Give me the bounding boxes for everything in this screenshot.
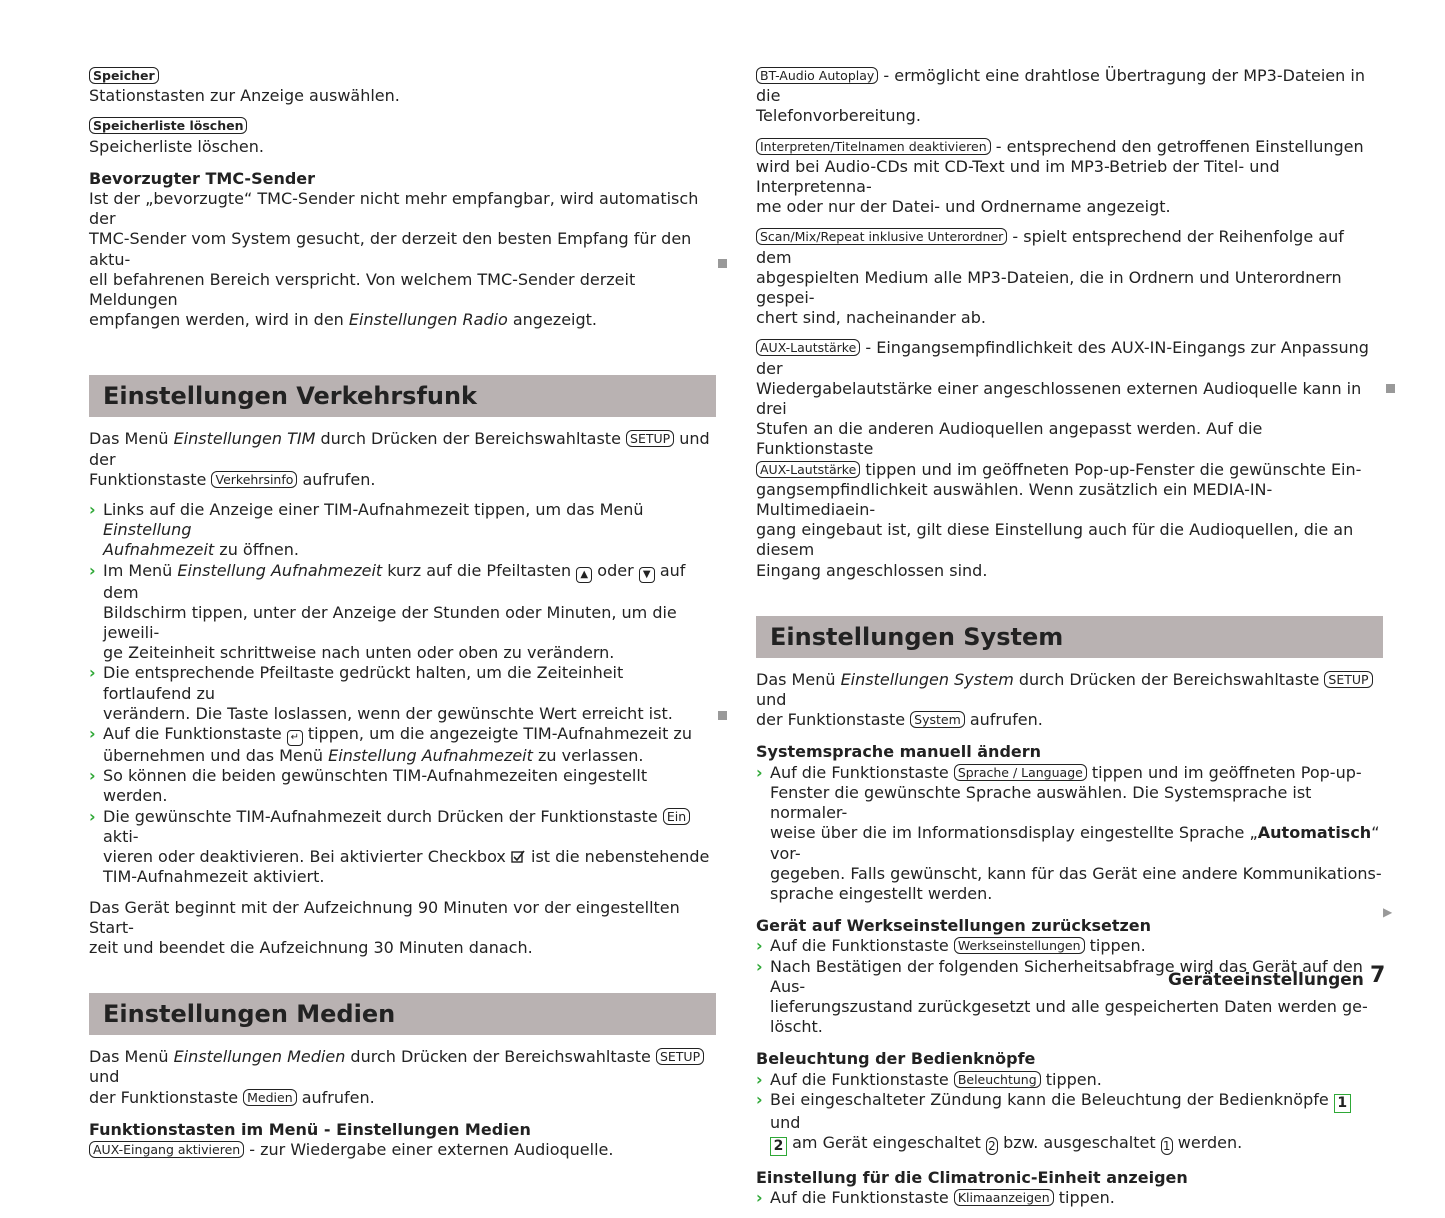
medien-functions-heading: Funktionstasten im Menü - Einstellungen Medien — [89, 1119, 531, 1139]
interpreten-entry: Interpreten/Titelnamen deaktivieren - entsprechend den getroffenen Einstellungen wird bei Audio-CDs mit CD-Text und im MP3-Betrieb der Titel- und Interpretenna- me oder nur der Datei- und Ordnername angezeigt. — [756, 136, 1364, 217]
beleuchtung-key[interactable]: Beleuchtung — [954, 1071, 1041, 1088]
scan-key[interactable]: Scan/Mix/Repeat inklusive Unterordner — [756, 228, 1007, 245]
section-verkehrsfunk-title: Einstellungen Verkehrsfunk — [89, 375, 716, 417]
bullet-icon: › — [89, 560, 96, 580]
list-item: › So können die beiden gewünschten TIM-Aufnahmezeiten eingestellt werden. — [89, 766, 648, 806]
language-heading: Systemsprache manuell ändern — [756, 742, 1042, 762]
speicher-entry — [89, 66, 716, 106]
list-item: › Auf die Funktionstaste Klimaanzeigen tippen. — [756, 1188, 1115, 1208]
section-system-title: Einstellungen System — [756, 616, 1383, 658]
verkehrsfunk-intro: Das Menü Einstellungen TIM durch Drücken der Bereichswahltaste SETUP und der Funktionstaste Verkehrsinfo aufrufen. — [89, 429, 710, 489]
list-item: › Auf die Funktionstaste Sprache / Language tippen und im geöffneten Pop-up- Fenster die gewünschte Sprache auswählen. Die Systemsprache ist normaler- weise über die im Informationsdisplay eingestellte Sprache „Automatisch“ vor- gegeben. Falls gewünscht, kann für das Gerät eine andere Kommunikations- sprache eingestellt werden. — [756, 762, 1382, 903]
bullet-icon: › — [756, 1089, 763, 1109]
section-medien-title: Einstellungen Medien — [89, 993, 716, 1035]
bt-audio-key[interactable]: BT-Audio Autoplay — [756, 67, 878, 84]
speicher-key[interactable]: Speicher — [89, 67, 159, 84]
aux-lautstaerke-key[interactable]: AUX-Lautstärke — [756, 461, 860, 478]
left-column — [89, 66, 716, 1160]
page-number: 7 — [1370, 963, 1386, 988]
section-end-marker — [718, 711, 727, 720]
aux-lautstaerke-key[interactable]: AUX-Lautstärke — [756, 339, 860, 356]
speicherliste-entry — [89, 116, 716, 156]
lighting-heading: Beleuchtung der Bedienknöpfe — [756, 1049, 1036, 1069]
verkehrsfunk-note: Das Gerät beginnt mit der Aufzeichnung 90 Minuten vor der eingestellten Start- zeit und beendet die Aufzeichnung 30 Minuten danach. — [89, 897, 680, 957]
section-end-marker — [1386, 384, 1395, 393]
list-item: › Die entsprechende Pfeiltaste gedrückt halten, um die Zeiteinheit fortlaufend zu verändern. Die Taste loslassen, wenn der gewünschte Wert erreicht ist. — [89, 663, 673, 723]
bullet-icon: › — [89, 663, 96, 683]
list-item: › Auf die Funktionstaste Werkseinstellungen tippen. — [756, 936, 1146, 956]
scan-entry: Scan/Mix/Repeat inklusive Unterordner - spielt entsprechend der Reihenfolge auf dem abgespielten Medium alle MP3-Dateien, die in Ordnern und Unterordnern gespei- chert sind, nacheinander ab. — [756, 227, 1344, 328]
continue-arrow-icon: ▶ — [1383, 905, 1393, 919]
bullet-icon: › — [89, 724, 96, 744]
medien-intro: Das Menü Einstellungen Medien durch Drücken der Bereichswahltaste SETUP und der Funktionstaste Medien aufrufen. — [89, 1047, 716, 1108]
speicher-text: Stationstasten zur Anzeige auswählen. — [89, 86, 400, 106]
tmc-heading: Bevorzugter TMC-Sender — [89, 168, 316, 188]
verkehrsinfo-key[interactable]: Verkehrsinfo — [211, 471, 297, 488]
sprache-key[interactable]: Sprache / Language — [954, 764, 1087, 781]
back-return-icon[interactable]: ↵ — [287, 730, 303, 746]
callout-2: 2 — [770, 1137, 787, 1156]
right-column — [756, 66, 1386, 1218]
footer-chapter-title: Geräteeinstellungen — [1168, 970, 1364, 990]
werkseinstellungen-key[interactable]: Werkseinstellungen — [954, 937, 1085, 954]
tmc-line-4-end: angezeigt. — [507, 310, 597, 330]
aux-lautstaerke-entry: AUX-Lautstärke - Eingangsempfindlichkeit des AUX-IN-Eingangs zur Anpassung der Wiedergabelautstärke einer angeschlossenen externen Audioquelle kann in drei Stufen an die anderen Audioquellen angepasst werden. Auf die Funktionstaste AUX-Lautstärke tippen und im geöffneten Pop-up-Fenster die gewünschte Ein- gangsempfindlichkeit auswählen. Wenn zusätzlich ein MEDIA-IN-Multimediaein- gang eingebaut ist, gilt diese Einstellung auch für die Audioquellen, die an diesem Eingang angeschlossen sind. — [756, 338, 1369, 580]
list-item: › Nach Bestätigen der folgenden Sicherheitsabfrage wird das Gerät auf den Aus- lieferungszustand zurückgesetzt und alle gespeicherten Daten werden ge- löscht. — [756, 956, 1368, 1037]
bullet-icon: › — [89, 806, 96, 826]
lighting-steps — [756, 1070, 1383, 1156]
tmc-line-3: ell befahrenen Bereich verspricht. Von welchem TMC-Sender derzeit Meldungen — [89, 269, 636, 310]
language-steps — [756, 763, 1383, 904]
section-end-marker — [718, 259, 727, 268]
list-item: › Links auf die Anzeige einer TIM-Aufnahmezeit tippen, um das Menü Einstellung Aufnahmezeit zu öffnen. — [89, 500, 644, 560]
tmc-paragraph — [89, 189, 716, 330]
callout-1: 1 — [1334, 1094, 1351, 1113]
bullet-icon: › — [756, 1188, 763, 1208]
tmc-line-4-italic: Einstellungen Radio — [348, 310, 508, 330]
climatronic-heading: Einstellung für die Climatronic-Einheit anzeigen — [756, 1167, 1188, 1187]
bullet-icon: › — [756, 762, 763, 782]
aux-eingang-key[interactable]: AUX-Eingang aktivieren — [89, 1141, 244, 1158]
tmc-line-1: Ist der „bevorzugte“ TMC-Sender nicht mehr empfangbar, wird automatisch der — [89, 189, 699, 229]
knob-1-icon: 1 — [1161, 1137, 1173, 1155]
climatronic-steps — [756, 1188, 1383, 1208]
setup-key[interactable]: SETUP — [1324, 671, 1372, 688]
verkehrsfunk-steps — [89, 500, 716, 887]
list-item: › Im Menü Einstellung Aufnahmezeit kurz auf die Pfeiltasten ▲ oder ▼ auf dem Bildschirm tippen, unter der Anzeige der Stunden oder Minuten, um die jeweili- ge Zeiteinheit schrittweise nach unten oder oben zu verändern. — [89, 560, 686, 663]
bullet-icon: › — [756, 1069, 763, 1089]
medien-key[interactable]: Medien — [243, 1089, 297, 1106]
tmc-line-2: TMC-Sender vom System gesucht, der derzeit den besten Empfang für den aktu- — [89, 229, 692, 269]
bullet-icon: › — [89, 500, 96, 520]
system-key[interactable]: System — [910, 711, 965, 728]
ein-key[interactable]: Ein — [663, 808, 690, 825]
bt-audio-entry: BT-Audio Autoplay - ermöglicht eine drahtlose Übertragung der MP3-Dateien in die Telefonvorbereitung. — [756, 66, 1365, 126]
checkbox-checked-icon — [511, 849, 526, 864]
list-item: › Auf die Funktionstaste Beleuchtung tippen. — [756, 1069, 1102, 1089]
speicherliste-text: Speicherliste löschen. — [89, 136, 264, 156]
arrow-down-icon[interactable]: ▼ — [639, 567, 655, 583]
list-item: › Auf die Funktionstaste ↵ tippen, um die angezeigte TIM-Aufnahmezeit zu übernehmen und das Menü Einstellung Aufnahmezeit zu verlassen. — [89, 724, 692, 766]
list-item: › Die gewünschte TIM-Aufnahmezeit durch Drücken der Funktionstaste Ein akti- vieren oder deaktivieren. Bei aktivierter Checkbox ist die nebenstehende TIM-Aufnahmezeit aktiviert. — [89, 806, 710, 887]
bullet-icon: › — [756, 956, 763, 976]
setup-key[interactable]: SETUP — [626, 430, 674, 447]
system-intro: Das Menü Einstellungen System durch Drücken der Bereichswahltaste SETUP und der Funktionstaste System aufrufen. — [756, 670, 1383, 731]
bullet-icon: › — [89, 766, 96, 786]
reset-heading: Gerät auf Werkseinstellungen zurücksetzen — [756, 916, 1152, 936]
arrow-up-icon[interactable]: ▲ — [576, 567, 592, 583]
knob-2-icon: 2 — [986, 1137, 998, 1155]
setup-key[interactable]: SETUP — [656, 1048, 704, 1065]
bullet-icon: › — [756, 936, 763, 956]
klimaanzeigen-key[interactable]: Klimaanzeigen — [954, 1189, 1054, 1206]
speicherliste-key[interactable]: Speicherliste löschen — [89, 117, 247, 134]
list-item: › Bei eingeschalteter Zündung kann die Beleuchtung der Bedienknöpfe 1 und 2 am Gerät eingeschaltet 2 bzw. ausgeschaltet 1 werden. — [756, 1090, 1383, 1156]
aux-eingang-entry: AUX-Eingang aktivieren - zur Wiedergabe einer externen Audioquelle. — [89, 1140, 716, 1160]
tmc-line-4: empfangen werden, wird in den — [89, 310, 349, 330]
interpreten-key[interactable]: Interpreten/Titelnamen deaktivieren — [756, 138, 991, 155]
